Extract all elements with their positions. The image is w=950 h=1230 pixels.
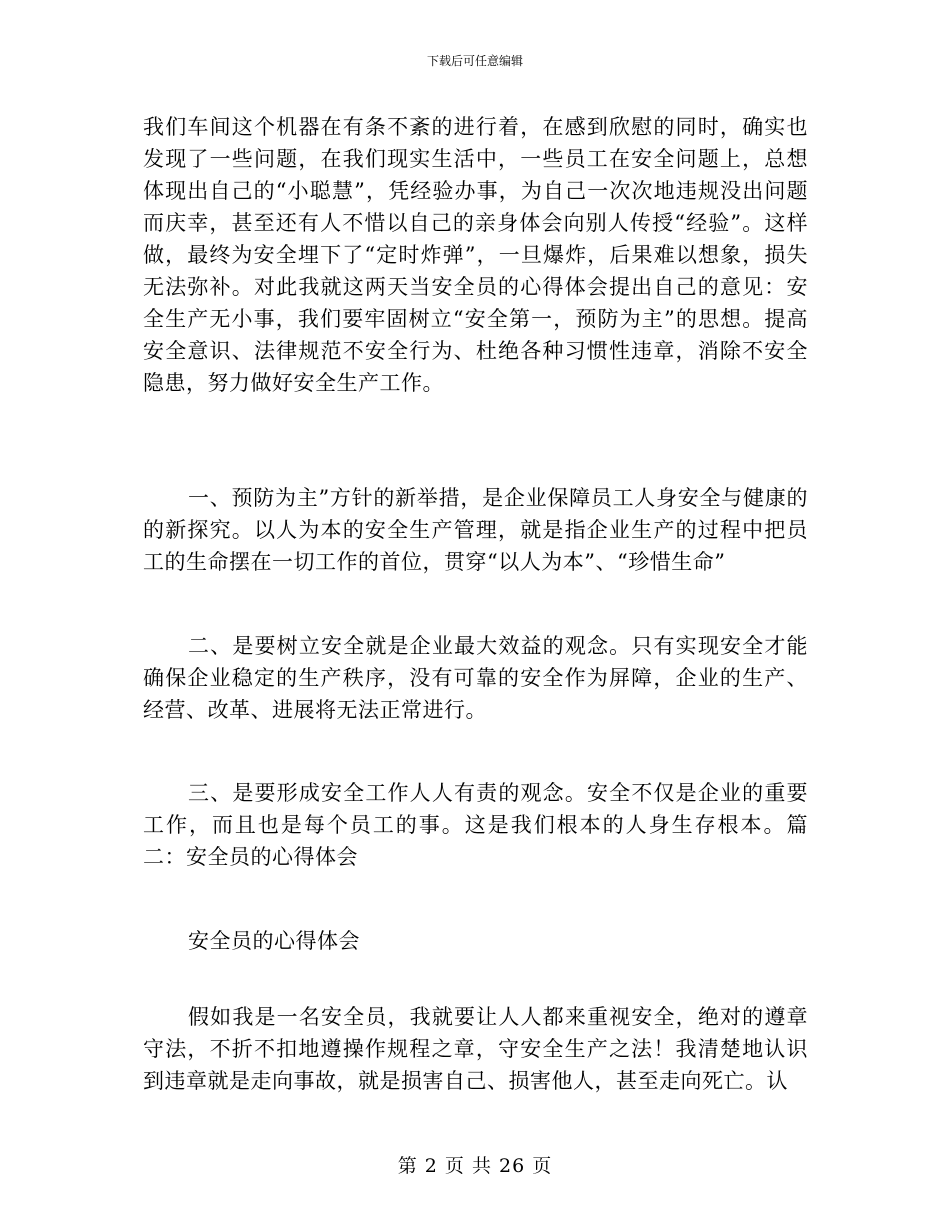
page-number-footer: 第 2 页 共 26 页	[397, 1155, 553, 1177]
page-header: 下载后可任意编辑	[426, 54, 523, 68]
section-heading: 安全员的心得体会	[188, 929, 360, 953]
paragraph-intro: 我们车间这个机器在有条不紊的进行着，在感到欣慰的同时，确实也发现了一些问题，在我们现实生活中，一些员工在安全问题上，总想体现出自己的“小聪慧”，凭经验办事，为自己一次次地违规没出问题而庆幸，甚至还有人不惜以自己的亲身体会向别人传授“经验”。这样做，最终为安全埋下了“定时炸弹”，一旦爆炸，后果难以想象，损失无法弥补。对此我就这两天当安全员的心得体会提出自己的意见：安全生产无小事，我们要牢固树立“安全第一，预防为主”的思想。提高安全意识、法律规范不安全行为、杜绝各种习惯性违章，消除不安全隐患，努力做好安全生产工作。	[143, 115, 808, 395]
paragraph-point-one: 一、预防为主”方针的新举措，是企业保障员工人身安全与健康的的新探究。以人为本的安全生产管理，就是指企业生产的过程中把员工的生命摆在一切工作的首位，贯穿“以人为本”、“珍惜生命”	[143, 486, 808, 574]
paragraph-point-two: 二、是要树立安全就是企业最大效益的观念。只有实现安全才能确保企业稳定的生产秩序，没有可靠的安全作为屏障，企业的生产、经营、改革、进展将无法正常进行。	[143, 634, 808, 722]
paragraph-safety-officer: 假如我是一名安全员，我就要让人人都来重视安全，绝对的遵章守法，不折不扣地遵操作规程之章，守安全生产之法！我清楚地认识到违章就是走向事故，就是损害自己、损害他人，甚至走向死亡。认	[143, 1005, 808, 1093]
paragraph-point-three: 三、是要形成安全工作人人有责的观念。安全不仅是企业的重要工作，而且也是每个员工的事。这是我们根本的人身生存根本。篇二：安全员的心得体会	[143, 781, 808, 869]
